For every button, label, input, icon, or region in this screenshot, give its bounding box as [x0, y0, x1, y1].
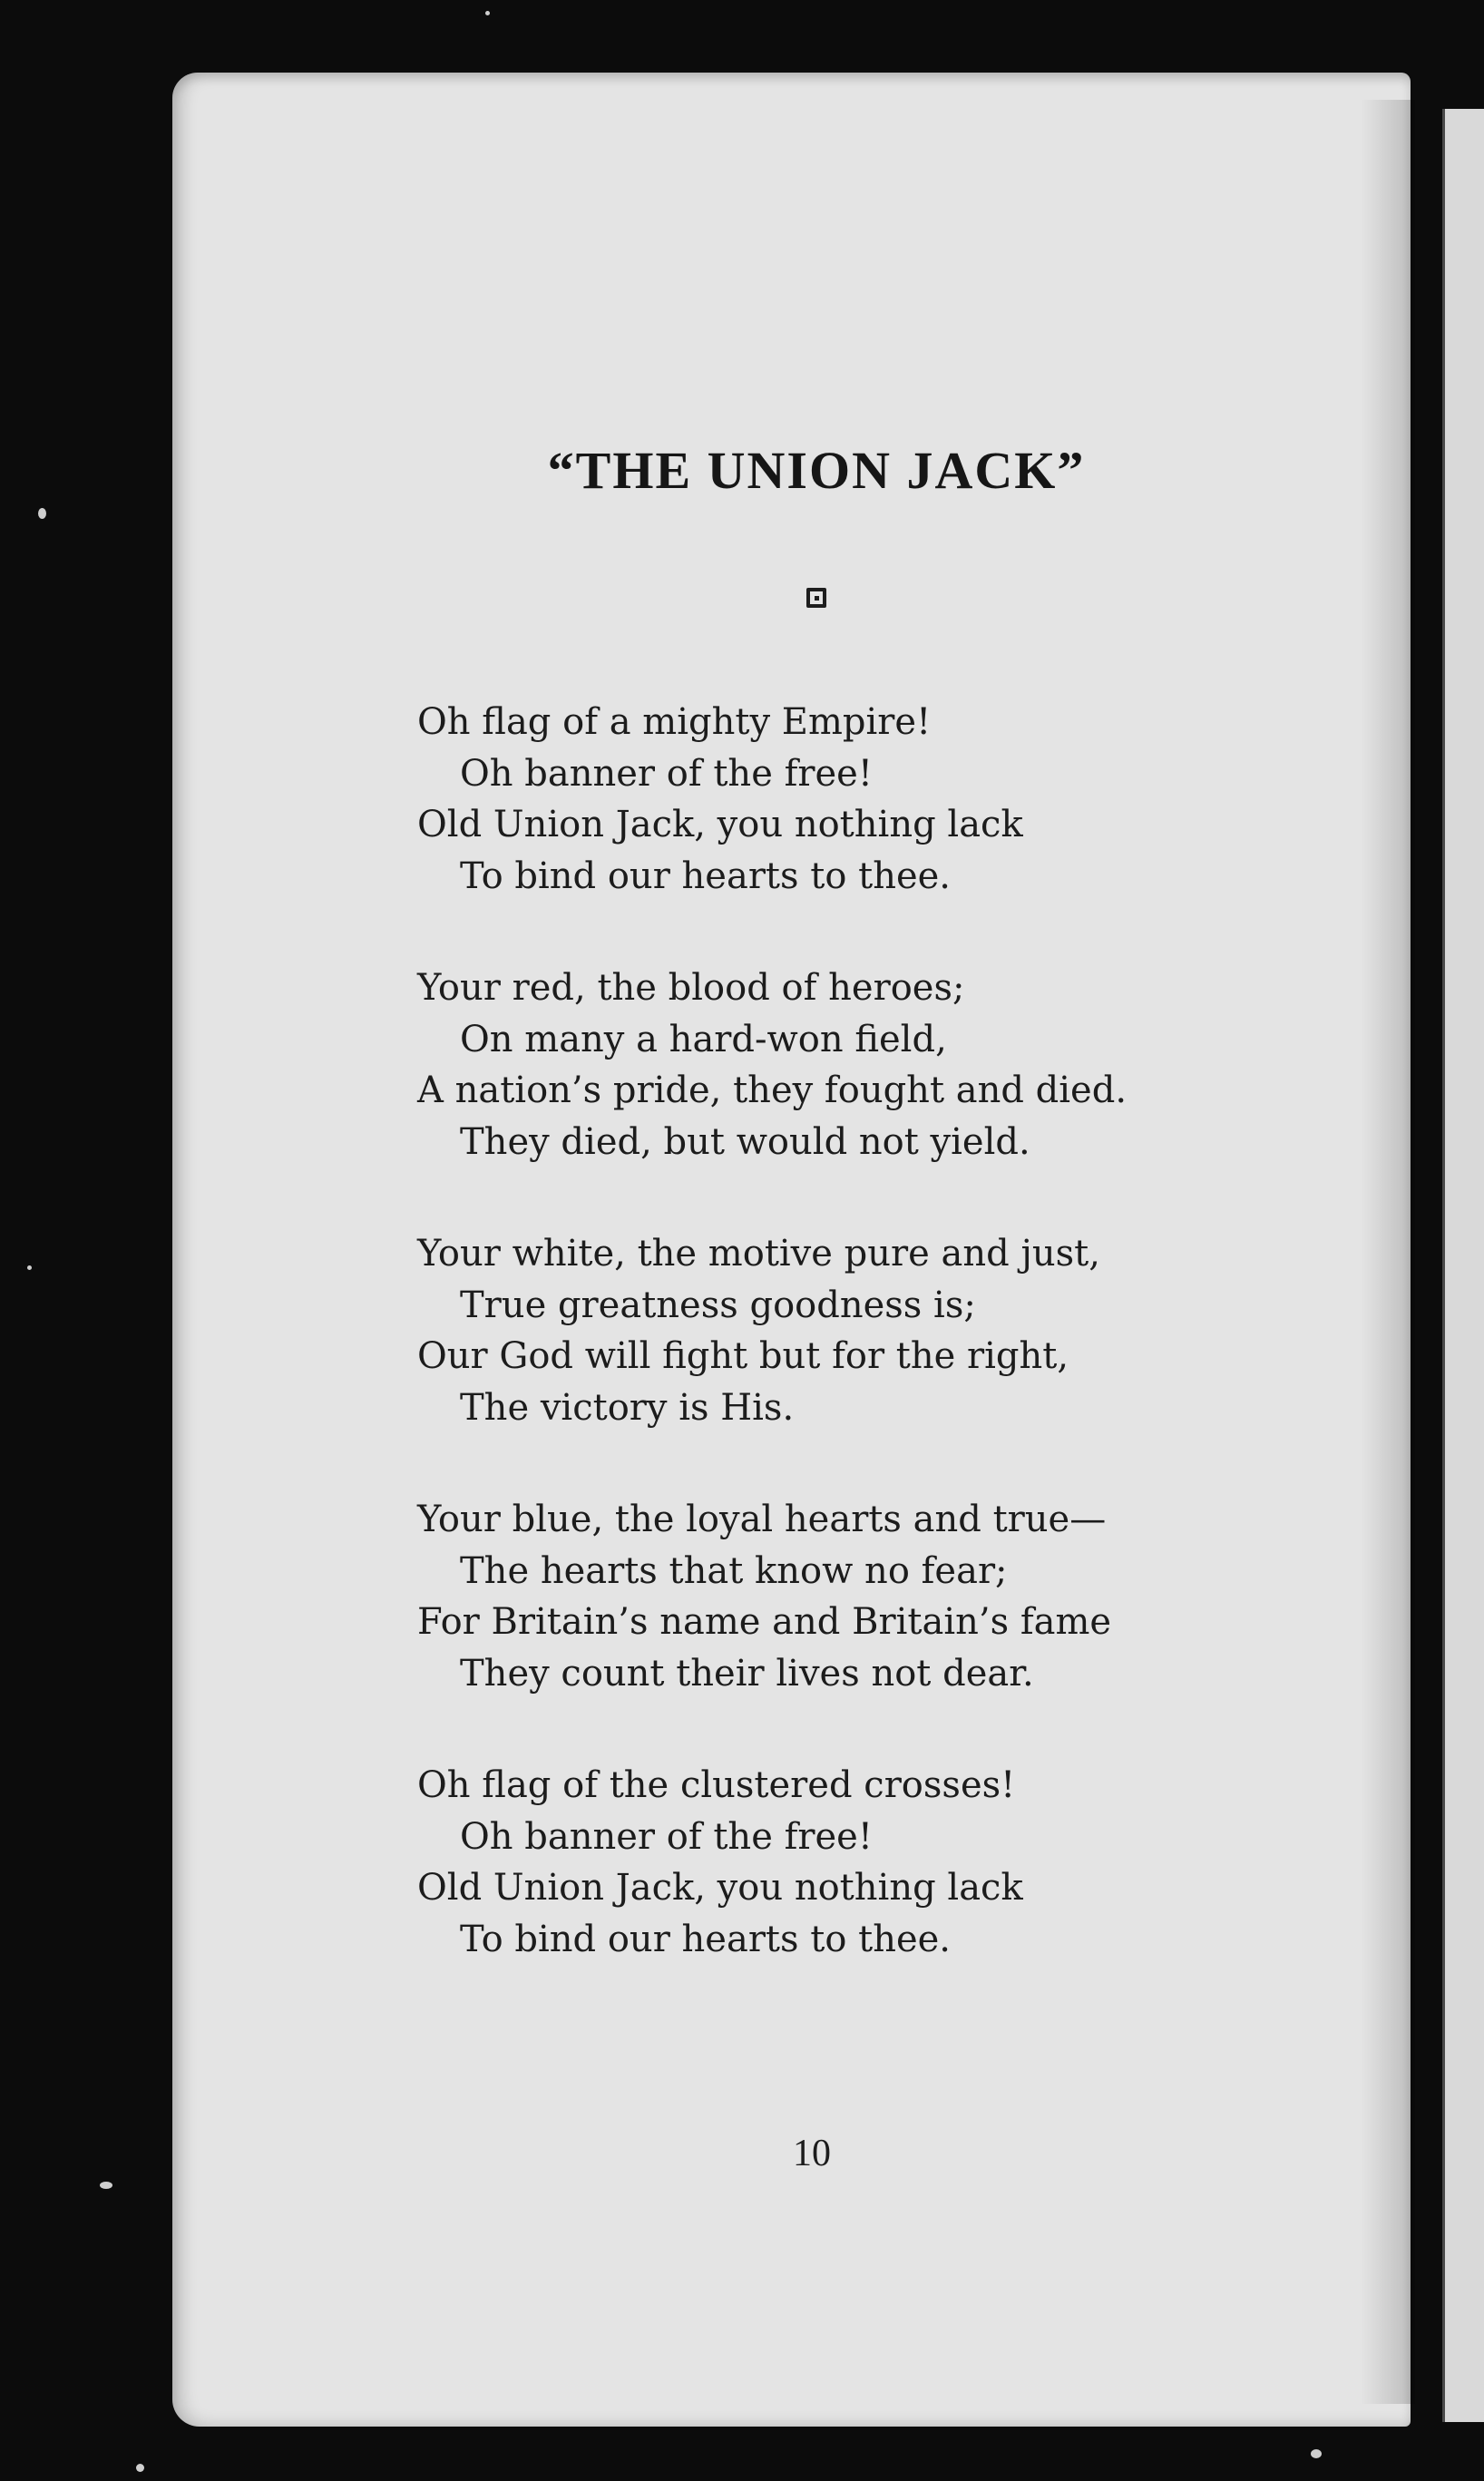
- poem-line: Oh flag of a mighty Empire!: [417, 701, 932, 743]
- dust-speck: [27, 1265, 32, 1270]
- poem-line: The hearts that know no fear;: [460, 1549, 1008, 1592]
- poem-line: Our God will fight but for the right,: [417, 1335, 1069, 1377]
- dust-speck: [136, 2464, 144, 2472]
- poem-line: For Britain’s name and Britain’s fame: [417, 1601, 1112, 1643]
- poem-line: They died, but would not yield.: [460, 1120, 1030, 1163]
- square-ornament-icon: [806, 588, 826, 608]
- poem-line: Your white, the motive pure and just,: [417, 1233, 1100, 1275]
- poem-line: Oh flag of the clustered crosses!: [417, 1764, 1016, 1806]
- poem-line: To bind our hearts to thee.: [460, 1918, 952, 1960]
- stanza-4: [417, 1494, 1370, 1699]
- stanza-1: [417, 697, 1370, 902]
- dust-speck: [38, 508, 46, 519]
- dust-speck: [485, 11, 490, 15]
- poem-line: On many a hard-won field,: [460, 1018, 947, 1060]
- poem-line: They count their lives not dear.: [460, 1652, 1034, 1695]
- stanza-5: [417, 1760, 1370, 1965]
- poem-line: Oh banner of the free!: [460, 752, 873, 795]
- poem-line: To bind our hearts to thee.: [460, 855, 952, 897]
- dust-speck: [100, 2182, 112, 2189]
- poem-line: Old Union Jack, you nothing lack: [417, 1867, 1023, 1909]
- poem-line: The victory is His.: [460, 1386, 795, 1429]
- poem-title: “THE UNION JACK”: [547, 441, 1086, 500]
- poem-line: Your blue, the loyal hearts and true—: [417, 1499, 1107, 1540]
- poem-line: Your red, the blood of heroes;: [417, 967, 965, 1009]
- poem-line: Oh banner of the free!: [460, 1815, 873, 1858]
- stanza-3: [417, 1228, 1370, 1433]
- stanza-2: [417, 962, 1370, 1167]
- page-number: 10: [793, 2133, 831, 2174]
- dust-speck: [1311, 2449, 1322, 2458]
- poem-line: True greatness goodness is;: [460, 1284, 976, 1326]
- poem-line: A nation’s pride, they fought and died.: [417, 1070, 1128, 1111]
- poem-body: [417, 697, 1370, 2026]
- poem-line: Old Union Jack, you nothing lack: [417, 804, 1023, 845]
